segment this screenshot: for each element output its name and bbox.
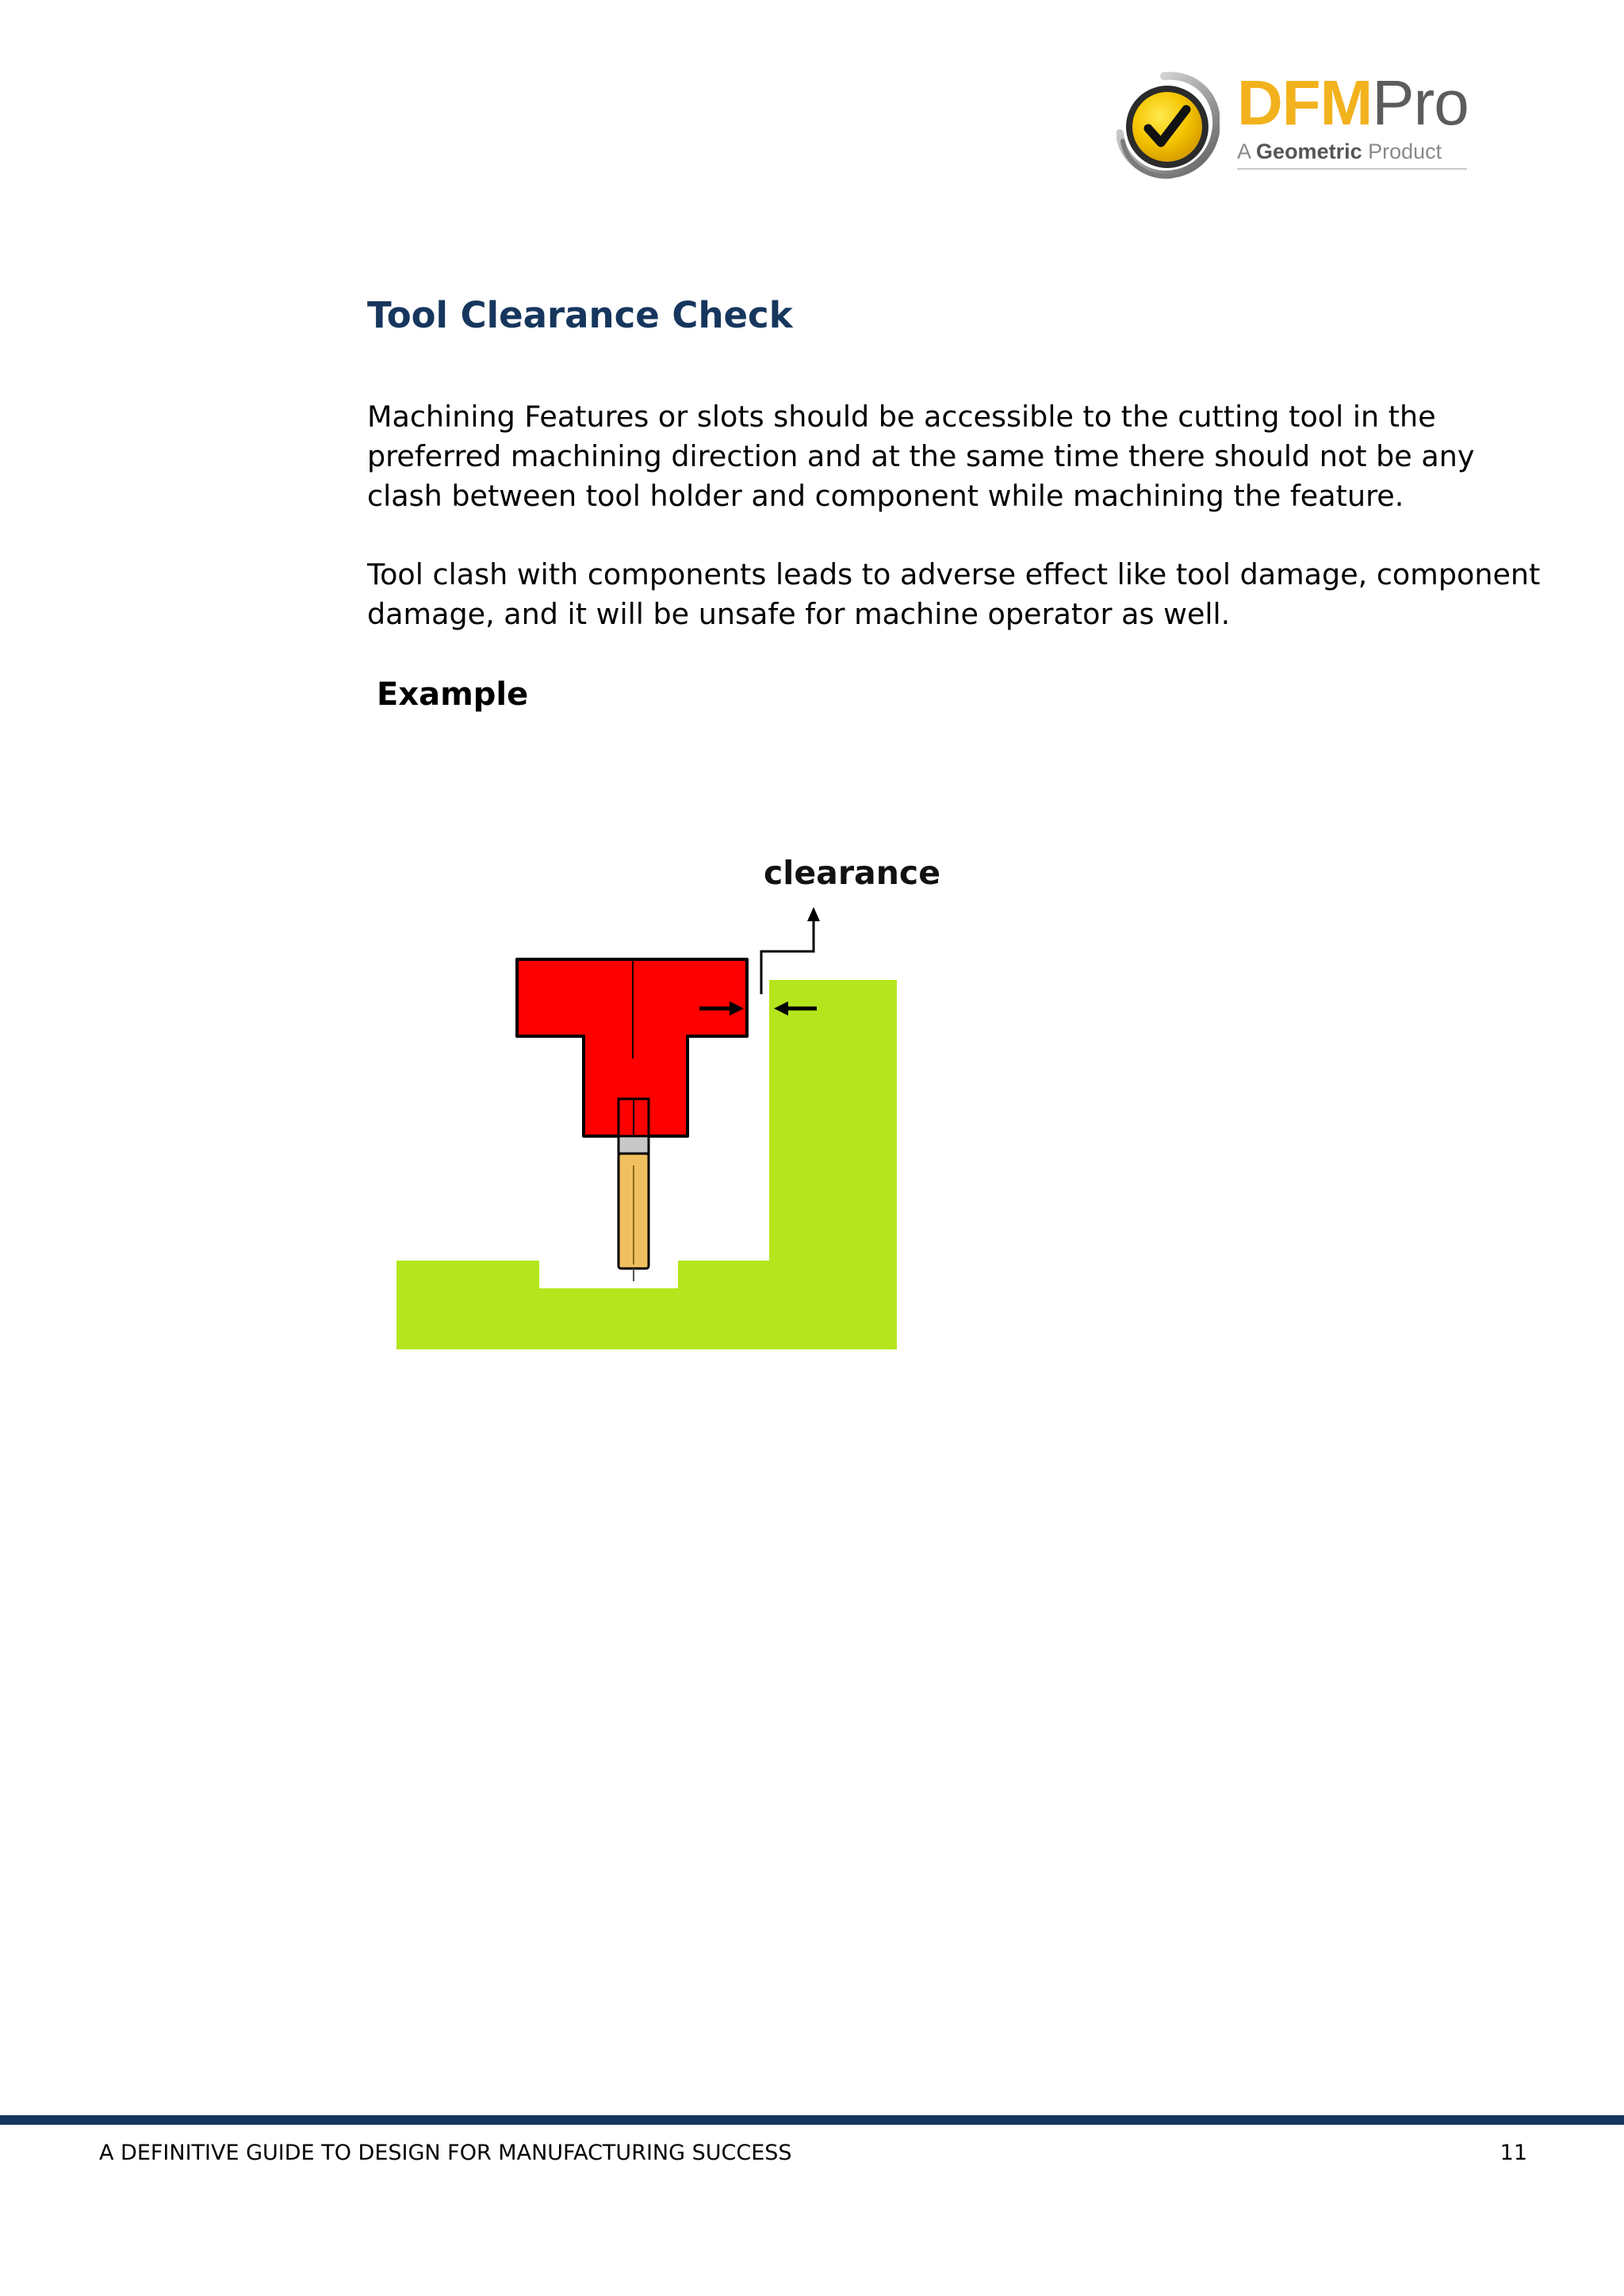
page-number: 11: [1500, 2141, 1527, 2165]
example-heading: Example: [377, 676, 529, 713]
paragraph-accessibility: Machining Features or slots should be accessible to the cutting tool in the preferred machining direction and at the same time there should not be any clash between tool holder and component while machining the feature.: [367, 400, 1475, 513]
tagline-suffix: Product: [1368, 140, 1442, 163]
page-title: Tool Clearance Check: [367, 294, 793, 336]
clearance-label: clearance: [764, 854, 941, 892]
dfmpro-logo: [1116, 67, 1473, 186]
paragraph-tool-clash: Tool clash with components leads to adverse effect like tool damage, component damage, and it will be unsafe for machine operator as well.: [367, 557, 1541, 631]
footer-rule: [0, 2115, 1624, 2125]
logo-tagline: [1237, 140, 1467, 170]
tagline-prefix: A: [1237, 140, 1251, 163]
logo-dfm-text: DFM: [1237, 67, 1373, 138]
tagline-strong: Geometric: [1256, 140, 1362, 163]
tool-clearance-diagram: [381, 840, 952, 1364]
logo-check-badge-icon: [1116, 70, 1220, 181]
logo-pro-text: Pro: [1372, 67, 1469, 138]
footer-title: A DEFINITIVE GUIDE TO DESIGN FOR MANUFACTURING SUCCESS: [99, 2141, 792, 2165]
tool-collar: [619, 1136, 649, 1154]
diagram-illustration: [381, 840, 952, 1364]
logo-wordmark: [1237, 67, 1469, 138]
